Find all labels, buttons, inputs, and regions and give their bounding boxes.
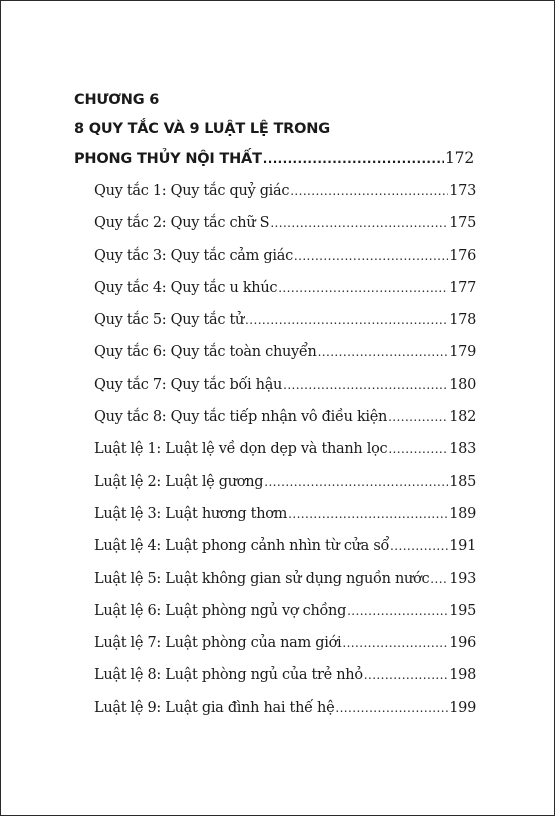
toc-entry <box>94 401 476 433</box>
toc-entry <box>94 433 476 465</box>
toc-entry-page: 199 <box>449 699 476 716</box>
toc-entry-label: Luật lệ 7: Luật phòng của nam giới <box>94 635 342 652</box>
dot-leader <box>270 207 448 239</box>
toc-entry-label: Luật lệ 4: Luật phong cảnh nhìn từ cửa sổ <box>94 538 390 555</box>
toc-entry-page: 191 <box>449 538 476 555</box>
toc-entry <box>94 207 476 239</box>
toc-entry-label: Quy tắc 6: Quy tắc toàn chuyển <box>94 344 317 361</box>
toc-entry <box>94 304 476 336</box>
toc-entry <box>94 336 476 368</box>
dot-leader <box>390 530 448 562</box>
toc-entry <box>94 530 476 562</box>
toc-entry <box>94 466 476 498</box>
toc-entry-page: 196 <box>449 635 476 652</box>
toc-entry-page: 193 <box>449 570 476 587</box>
toc-entry-label: Quy tắc 2: Quy tắc chữ S <box>94 215 270 232</box>
toc-entries <box>94 175 476 724</box>
dot-leader <box>245 304 448 336</box>
toc-entry-page: 189 <box>449 505 476 522</box>
dot-leader <box>347 595 448 627</box>
toc-entry <box>94 692 476 724</box>
chapter-title-line-1: 8 QUY TẮC VÀ 9 LUẬT LỆ TRONG <box>74 121 330 137</box>
toc-entry-page: 183 <box>449 441 476 458</box>
dot-leader <box>264 466 448 498</box>
toc-entry <box>94 369 476 401</box>
toc-entry-page: 180 <box>449 376 476 393</box>
chapter-title-row <box>74 147 474 176</box>
dot-leader <box>388 401 448 433</box>
toc-entry-label: Quy tắc 3: Quy tắc cảm giác <box>94 247 293 264</box>
dot-leader <box>278 272 448 304</box>
toc-entry-label: Quy tắc 7: Quy tắc bối hậu <box>94 376 283 393</box>
dot-leader <box>318 336 449 368</box>
toc-entry-label: Quy tắc 8: Quy tắc tiếp nhận vô điều kiện <box>94 409 388 426</box>
toc-entry-label: Quy tắc 5: Quy tắc tử <box>94 312 245 329</box>
toc-entry-label: Luật lệ 3: Luật hương thơm <box>94 505 288 522</box>
chapter-title-line-2: PHONG THỦY NỘI THẤT <box>74 151 262 167</box>
toc-entry-label: Quy tắc 1: Quy tắc quỷ giác <box>94 183 290 199</box>
dot-leader <box>335 692 448 724</box>
toc-entry-label: Luật lệ 1: Luật lệ về dọn dẹp và thanh lọc <box>94 441 388 458</box>
chapter-page-number: 172 <box>445 149 474 167</box>
chapter-heading <box>74 89 474 176</box>
toc-entry <box>94 240 476 272</box>
toc-entry-label: Luật lệ 2: Luật lệ gương <box>94 473 264 490</box>
toc-entry-page: 178 <box>449 312 476 329</box>
toc-entry <box>94 175 476 207</box>
toc-entry <box>94 272 476 304</box>
toc-entry-page: 177 <box>449 279 476 296</box>
dot-leader <box>294 240 448 272</box>
dot-leader <box>288 498 448 530</box>
toc-entry <box>94 563 476 595</box>
toc-entry-page: 198 <box>449 667 476 684</box>
dot-leader <box>364 659 448 691</box>
toc-entry-page: 179 <box>449 344 476 361</box>
chapter-number: CHƯƠNG 6 <box>74 92 160 108</box>
toc-entry <box>94 659 476 691</box>
dot-leader <box>388 433 448 465</box>
toc-entry-label: Luật lệ 9: Luật gia đình hai thế hệ <box>94 699 335 716</box>
toc-entry <box>94 627 476 659</box>
toc-entry-label: Luật lệ 8: Luật phòng ngủ của trẻ nhỏ <box>94 667 363 684</box>
toc-entry-label: Quy tắc 4: Quy tắc u khúc <box>94 279 278 296</box>
dot-leader <box>430 563 448 595</box>
dot-leader <box>342 627 448 659</box>
dot-leader <box>290 175 448 207</box>
toc-entry-page: 195 <box>449 602 476 619</box>
toc-entry <box>94 595 476 627</box>
toc-entry-page: 175 <box>449 215 476 232</box>
dot-leader <box>263 148 444 170</box>
toc-entry-page: 182 <box>449 409 476 426</box>
toc-entry <box>94 498 476 530</box>
toc-entry-page: 176 <box>449 247 476 264</box>
toc-entry-page: 173 <box>449 183 476 199</box>
toc-entry-label: Luật lệ 6: Luật phòng ngủ vợ chồng <box>94 602 347 619</box>
dot-leader <box>283 369 448 401</box>
toc-entry-page: 185 <box>449 473 476 490</box>
toc-entry-label: Luật lệ 5: Luật không gian sử dụng nguồn nước <box>94 570 430 587</box>
